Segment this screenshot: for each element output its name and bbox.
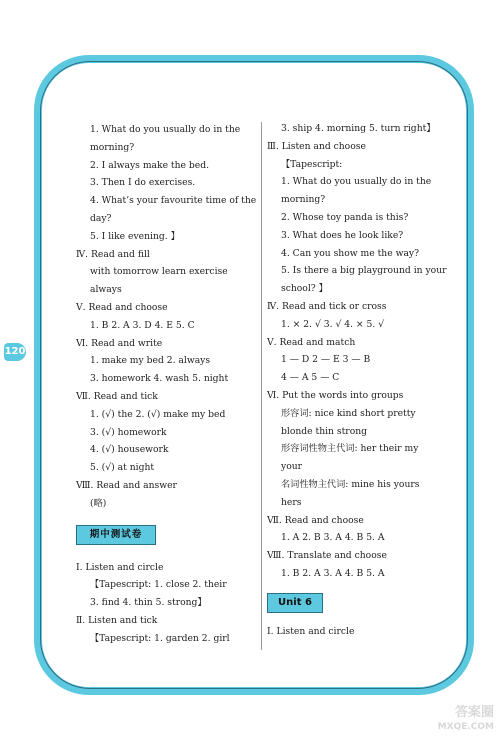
answer-line: 1 — D 2 — E 3 — B [281,354,371,366]
answer-line: 3. Then I do exercises. [90,177,196,189]
answer-line: 1. × 2. √ 3. √ 4. × 5. √ [281,318,385,330]
section-heading: Ⅴ. Read and choose [76,301,168,313]
midterm-test-banner: 期中测试卷 [76,525,156,545]
column-divider [261,122,262,650]
watermark-logo-text: 答案圈 [454,705,494,720]
answer-line: 形容词: nice kind short pretty [281,407,416,419]
answer-line: 4. What’s your favourite time of the [90,195,257,207]
answer-line: always [90,284,122,296]
midterm-banner-row [76,513,254,559]
answer-line: (略) [90,497,107,509]
section-heading: Ⅱ. Listen and tick [76,614,158,626]
answer-line: 3. (√) homework [90,426,167,438]
answer-line: hers [281,496,302,508]
section-heading: Ⅶ. Read and tick [76,390,158,402]
answer-line: 3. What does he look like? [281,229,404,241]
answer-line: your [281,461,303,473]
answer-line: 5. I like evening. 】 [90,230,180,242]
answer-line: blonde thin strong [281,425,368,437]
section-heading: Ⅳ. Read and fill [76,248,150,260]
watermark-url: MXQE.COM [437,722,494,732]
right-column [267,120,452,641]
watermark [438,706,494,734]
right-answer-list-after [267,623,452,641]
answer-line: 5. Is there a big playground in your [281,265,447,277]
unit-banner-row [267,583,452,623]
answer-line: with tomorrow learn exercise [90,266,228,278]
section-heading: Ⅵ. Read and write [76,337,163,349]
answer-line: 5. (√) at night [90,462,155,474]
answer-line: 3. homework 4. wash 5. night [90,373,229,385]
page-number-tab: 120 [4,343,26,361]
answer-line: morning? [281,194,326,206]
answer-line: 1. What do you usually do in the [281,176,432,188]
answer-line: day? [90,212,112,224]
answer-line: 1. make my bed 2. always [90,355,211,367]
unit-6-banner: Unit 6 [267,593,323,613]
answer-line: 2. Whose toy panda is this? [281,211,409,223]
answer-line: 1. B 2. A 3. A 4. B 5. A [281,567,385,579]
section-heading: Ⅲ. Listen and choose [267,140,366,152]
section-heading: Ⅶ. Read and choose [267,514,364,526]
answer-line: 4. (√) housework [90,444,169,456]
left-answer-list [76,121,257,513]
answer-line: 【Tapescript: 1. garden 2. girl [90,632,230,644]
section-heading: Ⅵ. Put the words into groups [267,389,404,401]
answer-line: school? 】 [281,283,328,295]
answer-line: 4 — A 5 — C [281,372,340,384]
answer-line: 4. Can you show me the way? [281,247,420,259]
answer-line: 3. find 4. thin 5. strong】 [90,597,207,609]
answer-line: 1. B 2. A 3. D 4. E 5. C [90,319,195,331]
answer-line: 【Tapescript: 1. close 2. their [90,579,227,591]
section-heading: Ⅷ. Translate and choose [267,550,387,562]
answer-line: 3. ship 4. morning 5. turn right】 [281,123,436,134]
section-heading: Ⅴ. Read and match [267,336,356,348]
answer-line: 1. A 2. B 3. A 4. B 5. A [281,532,385,544]
section-heading: Ⅳ. Read and tick or cross [267,300,387,312]
answer-line: 1. What do you usually do in the [90,124,241,135]
section-heading: Ⅰ. Listen and circle [267,625,355,637]
answer-line: 形容词性物主代词: her their my [281,443,419,455]
section-heading: Ⅰ. Listen and circle [76,561,164,573]
left-answer-list-after [76,559,254,648]
answer-line: 2. I always make the bed. [90,159,210,171]
answer-line: 1. (√) the 2. (√) make my bed [90,408,226,420]
answer-line: 【Tapescript: [281,158,343,170]
answer-line: morning? [90,141,135,153]
right-answer-list [267,120,452,583]
answer-line: 名词性物主代词: mine his yours [281,478,420,490]
section-heading: Ⅷ. Read and answer [76,479,177,491]
left-column [76,121,257,648]
